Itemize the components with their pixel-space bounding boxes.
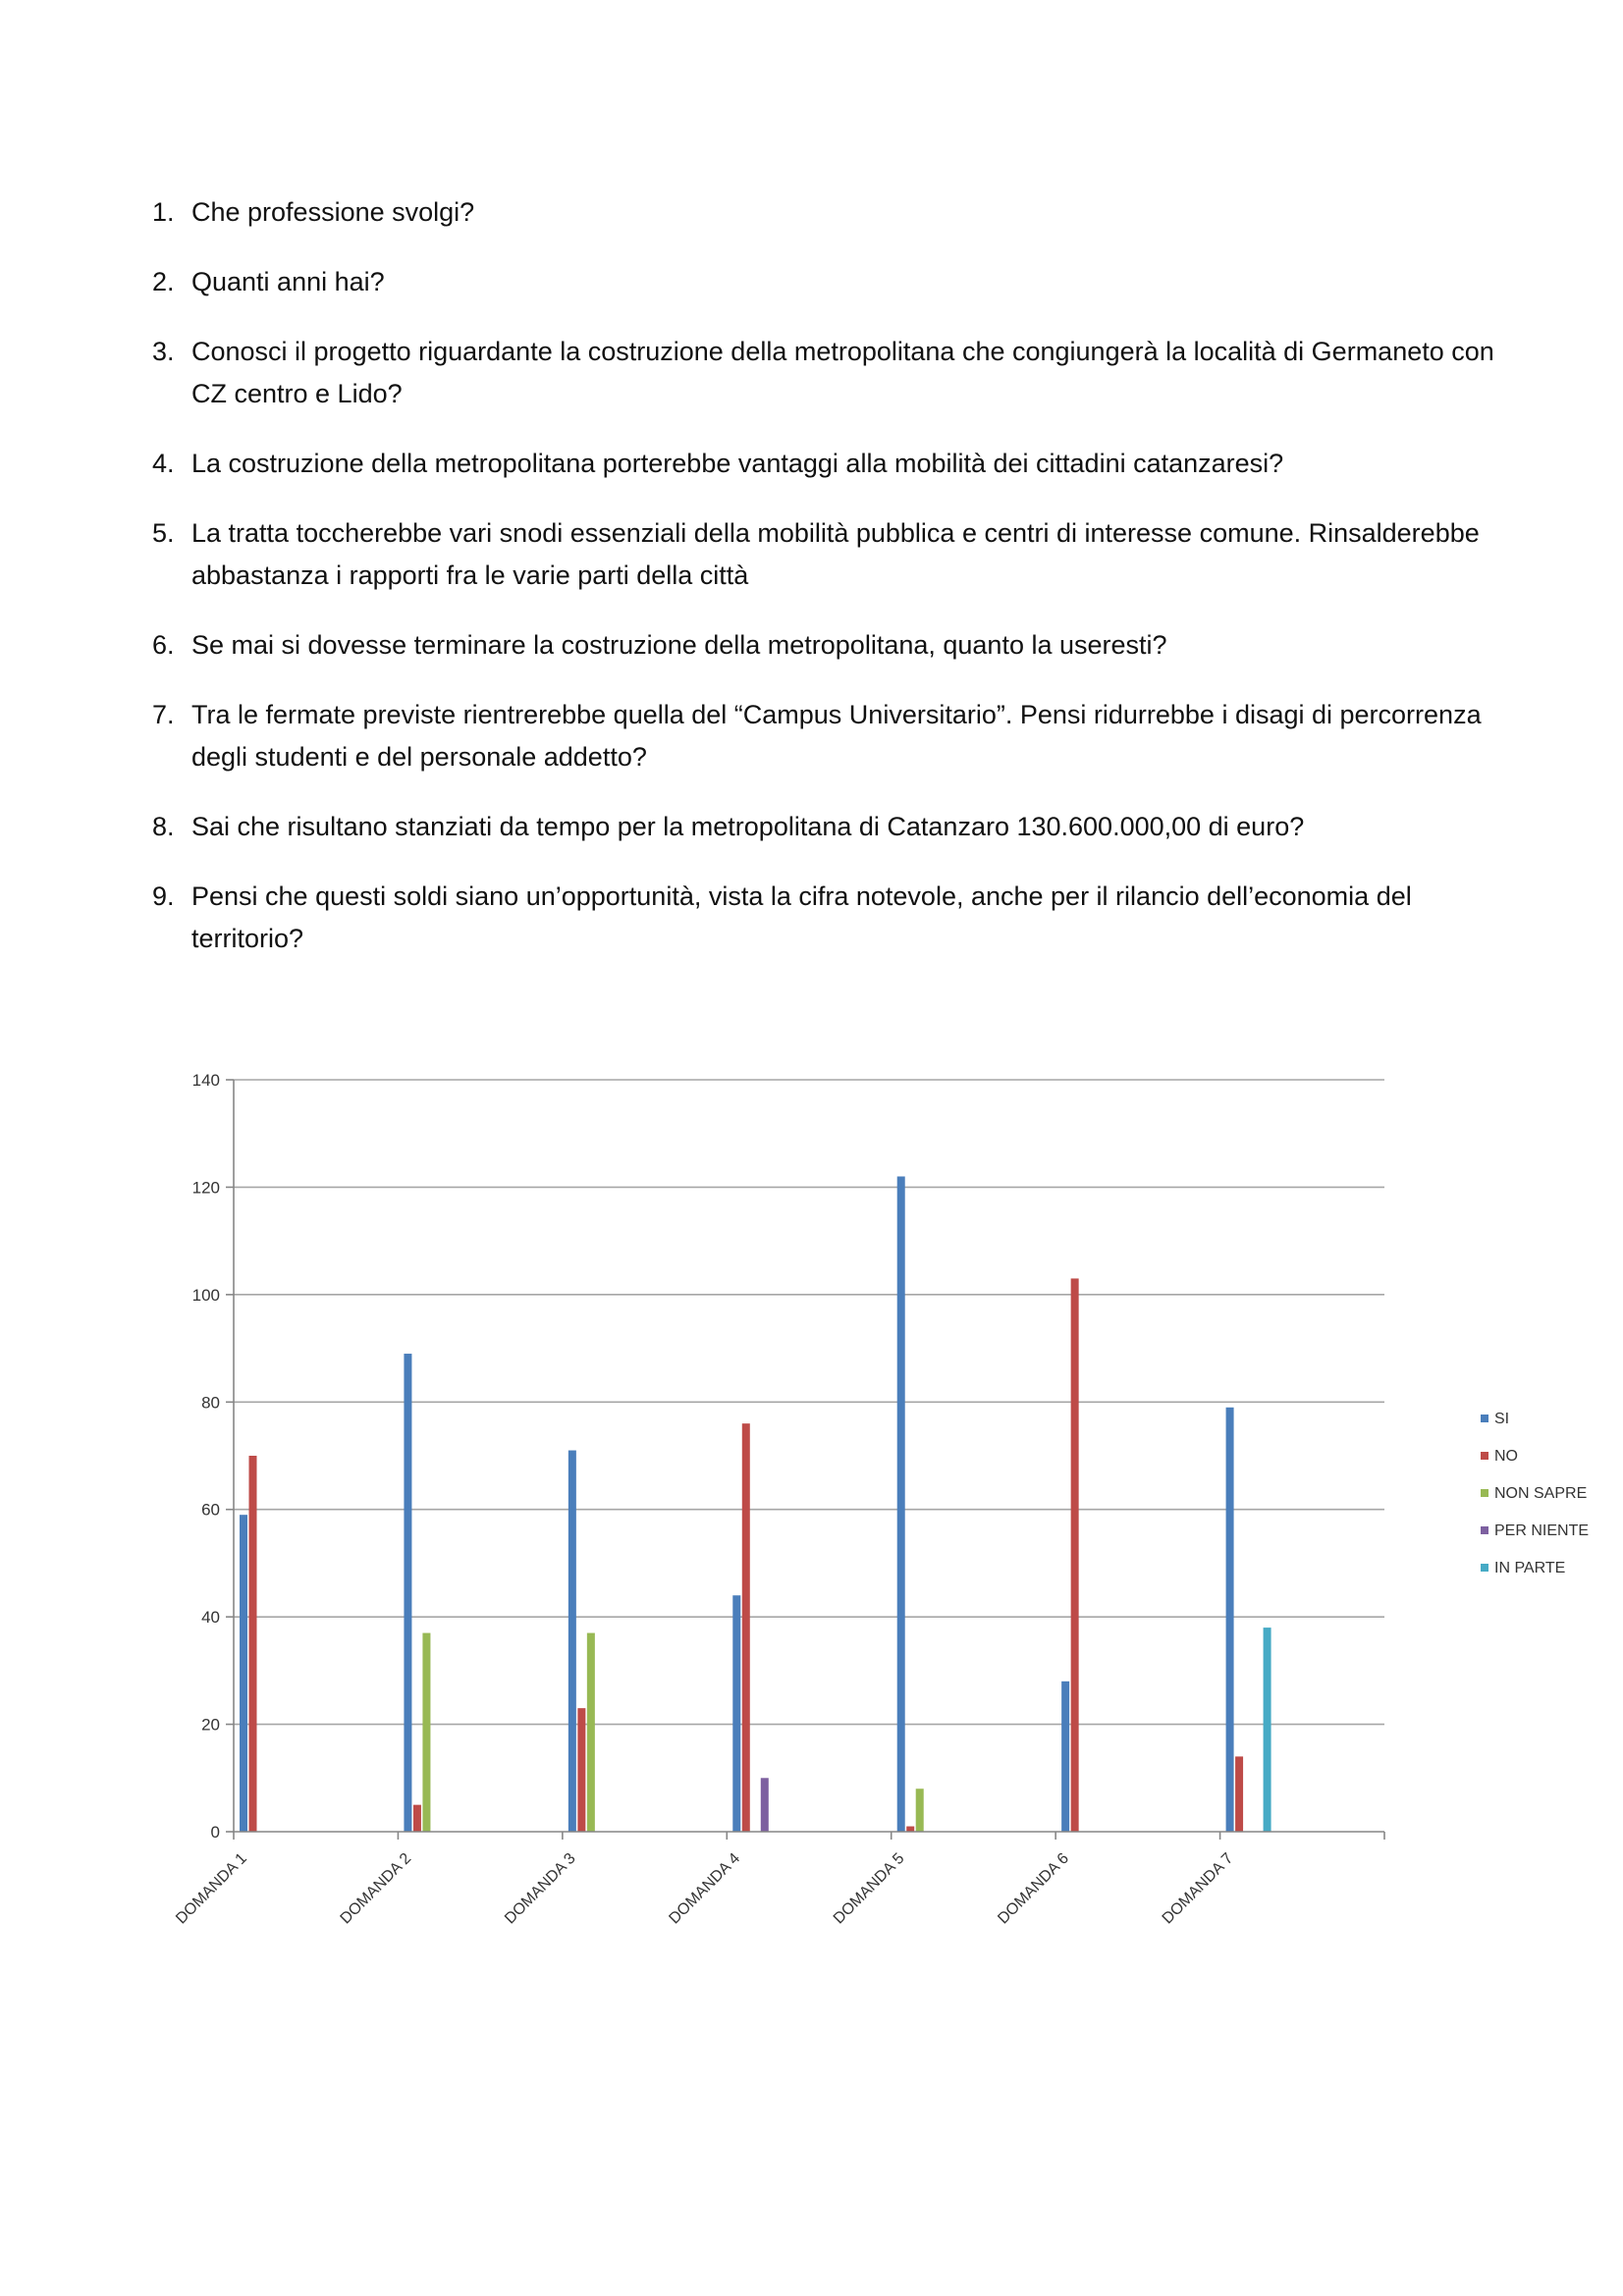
- bar: [568, 1451, 576, 1832]
- bar: [249, 1456, 257, 1832]
- y-tick-label: 120: [191, 1178, 220, 1198]
- y-tick-label: 60: [201, 1500, 220, 1520]
- survey-bar-chart: [147, 1041, 1600, 1983]
- legend-label: NO: [1494, 1448, 1518, 1465]
- x-tick-label: DOMANDA 3: [502, 1849, 579, 1928]
- chart-bars: [240, 1176, 1271, 1832]
- question-item: [152, 261, 1507, 303]
- bar: [1264, 1628, 1271, 1832]
- chart-legend: [1481, 1411, 1589, 1576]
- legend-swatch: [1481, 1489, 1488, 1497]
- bar: [422, 1633, 430, 1832]
- x-tick-label: DOMANDA 6: [995, 1849, 1072, 1928]
- question-item: [152, 876, 1507, 960]
- bar: [761, 1778, 769, 1832]
- bar: [404, 1354, 411, 1832]
- question-text: Quanti anni hai?: [191, 267, 385, 296]
- bar: [413, 1805, 421, 1832]
- bar: [732, 1595, 740, 1832]
- x-tick-label: DOMANDA 2: [337, 1849, 415, 1928]
- question-item: [152, 443, 1507, 485]
- bar: [587, 1633, 595, 1832]
- x-tick-label: DOMANDA 4: [666, 1849, 744, 1928]
- question-item: [152, 191, 1507, 234]
- question-item: [152, 694, 1507, 778]
- legend-label: NON SAPRE: [1494, 1485, 1588, 1502]
- question-item: [152, 806, 1507, 848]
- question-item: [152, 331, 1507, 415]
- question-text: Sai che risultano stanziati da tempo per la metropolitana di Catanzaro 130.600.000,00 di euro?: [191, 812, 1305, 841]
- bar: [906, 1827, 914, 1832]
- question-text: La tratta toccherebbe vari snodi essenziali della mobilità pubblica e centri di interesse comune. Rinsalderebbe abbastanza i rapporti fra le varie parti della città: [191, 518, 1480, 590]
- question-number: 7.: [152, 700, 175, 729]
- question-text: Pensi che questi soldi siano un’opportunità, vista la cifra notevole, anche per il rilancio dell’economia del territorio?: [191, 881, 1412, 953]
- x-tick-label: DOMANDA 5: [830, 1849, 908, 1928]
- question-text: Se mai si dovesse terminare la costruzione della metropolitana, quanto la useresti?: [191, 630, 1167, 660]
- question-number: 2.: [152, 267, 175, 296]
- bar: [1235, 1756, 1243, 1832]
- y-tick-label: 20: [201, 1715, 220, 1735]
- question-text: Conosci il progetto riguardante la costruzione della metropolitana che congiungerà la località di Germaneto con CZ centro e Lido?: [191, 337, 1494, 408]
- legend-label: PER NIENTE: [1494, 1522, 1590, 1539]
- x-tick-label: DOMANDA 7: [1159, 1849, 1237, 1928]
- x-tick-label: DOMANDA 1: [173, 1849, 250, 1928]
- question-number: 3.: [152, 337, 175, 366]
- legend-label: IN PARTE: [1494, 1560, 1566, 1576]
- question-number: 8.: [152, 812, 175, 841]
- question-text: Che professione svolgi?: [191, 197, 475, 227]
- legend-label: SI: [1494, 1411, 1510, 1427]
- question-number: 5.: [152, 518, 175, 548]
- legend-swatch: [1481, 1452, 1488, 1460]
- y-tick-label: 140: [191, 1071, 220, 1090]
- bar: [1226, 1408, 1234, 1832]
- question-number: 6.: [152, 630, 175, 660]
- legend-swatch: [1481, 1526, 1488, 1534]
- question-number: 1.: [152, 197, 175, 227]
- y-tick-label: 80: [201, 1393, 220, 1413]
- bar: [577, 1708, 585, 1832]
- bar: [1071, 1278, 1079, 1832]
- question-item: [152, 512, 1507, 597]
- question-text: La costruzione della metropolitana porterebbe vantaggi alla mobilità dei cittadini catanzaresi?: [191, 449, 1284, 478]
- legend-swatch: [1481, 1415, 1488, 1422]
- bar: [897, 1176, 905, 1832]
- question-item: [152, 624, 1507, 667]
- questions-list: [152, 191, 1507, 988]
- bar: [742, 1423, 750, 1832]
- question-text: Tra le fermate previste rientrerebbe quella del “Campus Universitario”. Pensi ridurrebbe i disagi di percorrenza degli studenti e del personale addetto?: [191, 700, 1482, 772]
- legend-swatch: [1481, 1564, 1488, 1572]
- y-axis: [192, 1071, 234, 1842]
- y-tick-label: 0: [210, 1823, 220, 1842]
- y-tick-label: 100: [191, 1285, 220, 1305]
- bar: [1061, 1682, 1069, 1832]
- y-tick-label: 40: [201, 1608, 220, 1628]
- x-axis: [173, 1832, 1384, 1927]
- question-number: 9.: [152, 881, 175, 911]
- question-number: 4.: [152, 449, 175, 478]
- bar: [916, 1789, 924, 1832]
- bar: [240, 1515, 247, 1832]
